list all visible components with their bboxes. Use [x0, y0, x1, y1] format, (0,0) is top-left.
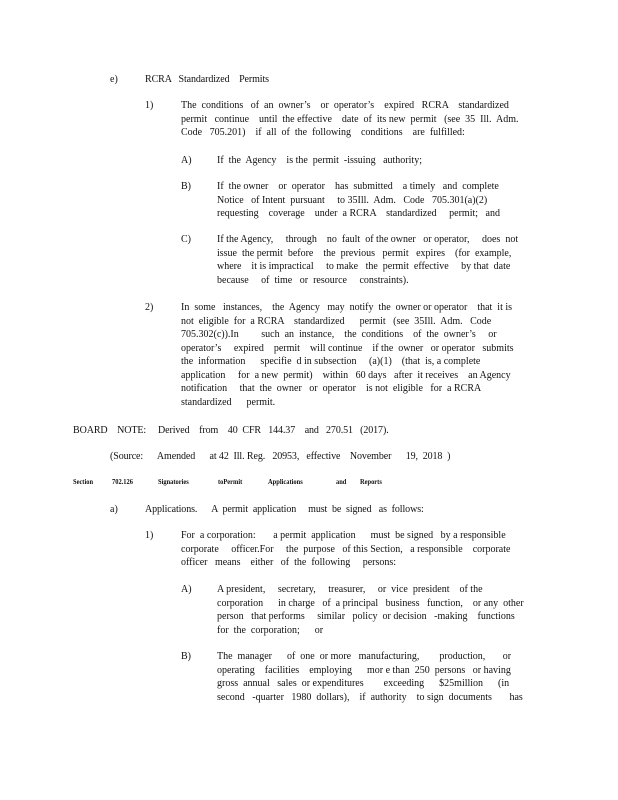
text-line: 705.302(c)).In such an instance, the conditions of the owner’s or — [181, 329, 497, 340]
item-label-B: B) — [181, 181, 191, 192]
subparagraph-label-1: 1) — [145, 530, 154, 541]
subparagraph-2-text — [181, 301, 514, 409]
item-B-text — [217, 650, 523, 704]
section-title-word: Applications — [268, 478, 303, 486]
section-label: Section — [73, 478, 94, 486]
section-title-word: and — [336, 478, 347, 486]
text-line: person that performs similar policy or decision -making functions — [217, 611, 515, 622]
text-line: corporation in charge of a principal business function, or any other — [217, 597, 524, 609]
text-line: permit continue until the effective date of its new permit (see 35 Ill. Adm. — [181, 113, 519, 125]
text-line: operating facilities employing mor e than 250 persons or having — [217, 664, 511, 676]
text-line: The manager of one or more manufacturing, production, or — [217, 651, 512, 662]
text-line: If the owner or operator has submitted a timely and complete — [217, 181, 499, 192]
text-line: Notice of Intent pursuant to 35Ill. Adm. Code 705.301(a)(2) — [217, 194, 488, 206]
text-line: corporate officer.For the purpose of this Section, a responsible corporate — [181, 543, 511, 555]
text-line: If the Agency is the permit -issuing authority; — [217, 155, 422, 166]
text-line: not eligible for a RCRA standardized permit (see 35Ill. Adm. Code — [181, 315, 492, 327]
section-title-word: toPermit — [218, 478, 243, 486]
text-line: For a corporation: a permit application must be signed by a responsible — [181, 530, 506, 541]
subparagraph-1-text — [181, 99, 519, 140]
text-line: operator’s expired permit will continue if the owner or operator submits — [181, 342, 514, 354]
subparagraph-label-1: 1) — [145, 100, 154, 111]
section-title-word: Reports — [360, 478, 382, 486]
item-A-text — [217, 583, 524, 637]
item-B-text — [217, 180, 500, 221]
text-line: If the Agency, through no fault of the owner or operator, does not — [217, 234, 519, 245]
item-A-text — [217, 154, 422, 168]
subparagraph-label-2: 2) — [145, 302, 154, 313]
item-label-A: A) — [181, 155, 192, 166]
section-title-word: Signatories — [158, 478, 189, 486]
paragraph-label-a: a) — [110, 504, 118, 515]
paragraph-heading-rcra: RCRA Standardized Permits — [145, 74, 269, 85]
text-line: issue the permit before the previous permit expires (for example, — [217, 247, 512, 259]
section-number: 702.126 — [112, 478, 133, 486]
item-label-C: C) — [181, 234, 191, 245]
text-line: The conditions of an owner’s or operator’s expired RCRA standardized — [181, 100, 509, 111]
text-line: requesting coverage under a RCRA standardized permit; and — [217, 208, 500, 219]
paragraph-label-e: e) — [110, 74, 118, 85]
text-line: gross annual sales or expenditures exceeding $25million (in — [217, 678, 510, 689]
text-line: standardized permit. — [181, 396, 276, 408]
board-note: BOARD NOTE: Derived from 40 CFR 144.37 and 270.51 (2017). — [73, 425, 389, 436]
text-line: application for a new permit) within 60 days after it receives an Agency — [181, 369, 511, 381]
item-label-A: A) — [181, 584, 192, 595]
text-line: A president, secretary, treasurer, or vice president of the — [217, 584, 483, 595]
text-line: because of time or resource constraints). — [217, 274, 409, 286]
item-C-text — [217, 233, 518, 287]
text-line: where it is impractical to make the permit effective by that date — [217, 261, 511, 272]
subparagraph-1-text — [181, 529, 510, 570]
text-line: Code 705.201) if all of the following conditions are fulfilled: — [181, 127, 465, 138]
text-line: second -quarter 1980 dollars), if authority to sign documents has — [217, 691, 523, 703]
text-line: the information specifie d in subsection (a)(1) (that is, a complete — [181, 356, 481, 367]
item-label-B: B) — [181, 651, 191, 662]
text-line: officer means either of the following persons: — [181, 557, 397, 568]
paragraph-a-text: Applications. A permit application must be signed as follows: — [145, 504, 424, 515]
text-line: for the corporation; or — [217, 624, 324, 636]
source-note: (Source: Amended at 42 Ill. Reg. 20953, effective November 19, 2018 ) — [110, 451, 451, 462]
text-line: notification that the owner or operator is not eligible for a RCRA — [181, 383, 482, 394]
text-line: In some instances, the Agency may notify the owner or operator that it is — [181, 302, 513, 313]
